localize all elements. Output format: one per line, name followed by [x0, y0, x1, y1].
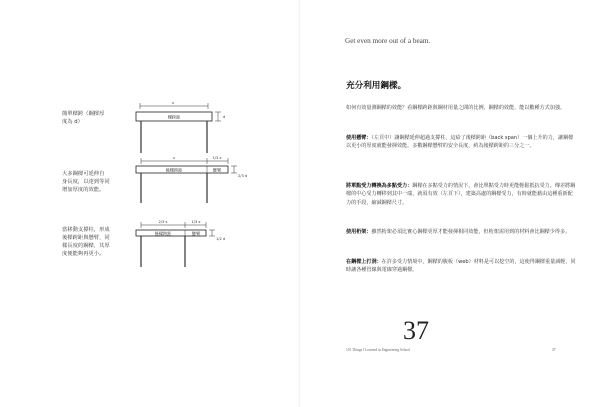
right-page	[300, 0, 600, 407]
caption-line: 樣長度的鋼樑，其厚	[62, 243, 110, 249]
lesson-number: 37	[403, 316, 429, 345]
paragraph-cantilever	[346, 134, 576, 151]
depth-dimension-label: d	[223, 115, 226, 119]
paragraph-truss	[346, 228, 576, 236]
paragraph-heading: 將單點受力轉換為多點受力：	[346, 183, 413, 189]
figure-2-caption	[62, 170, 110, 194]
paragraph-text: 在許多受力情境中，鋼樑的腹板（web）材料是可以挖空的，這使得鋼樑重量減輕，同時讓各種管線與電線穿過鋼樑。	[346, 259, 576, 274]
paragraph-heading: 使用懸臂：	[346, 135, 372, 141]
paragraph-intro	[346, 104, 576, 112]
beam-label-cantilever: 懸臂	[212, 167, 222, 173]
figure-3-caption	[62, 226, 110, 258]
page-title: 充分利用鋼樑。	[346, 81, 407, 91]
beam-label-back-span: 後樑跨距	[154, 230, 172, 236]
span-dimension-label: x	[172, 156, 176, 160]
page-tagline: Get even more out of a beam.	[345, 37, 431, 45]
caption-line: 簡單樑跨（鋼樑厚	[62, 111, 105, 117]
paragraph-text: 鋼樑在多點受力的情況下，會比單點受力時更能輕鬆抵抗受力。傳差將鋼樑的中心受力轉移到其中一端，就須有效（左頁下），建築高處的鋼樑受力，有時就能藉由這種重新配力的手段，縮減鋼樑尺寸。	[346, 183, 576, 206]
beam-label-cantilever: 懸臂	[191, 230, 201, 236]
caption-line: 當移動支撐柱，形成	[62, 227, 110, 233]
beam-label: 樑跨距	[167, 114, 181, 120]
caption-line: 身長度，以達到等同	[62, 179, 110, 185]
paragraph-text: （左頁中）讓鋼樑延伸超過支撐柱，這給了後樑跨距（back span）一個上升的力，讓鋼樑以更小的厚度就能發揮效能。多數鋼樑懸臂的安全長度，約為後樑跨距的三分之一。	[346, 135, 574, 150]
caption-line: 增加厚度的效能。	[62, 187, 105, 193]
paragraph-heading: 使用桁架：	[346, 229, 372, 235]
cantilever-dimension-label: 1/3 x	[212, 156, 222, 160]
paragraph-text: 雖然桁架必須比實心鋼樑更厚才能發揮相同效能，但桁架需用到的材料會比鋼樑少得多。	[371, 229, 571, 235]
figure-1-diagram	[136, 103, 221, 153]
caption-line: 度便能夠再更小。	[62, 251, 105, 257]
figure-2-diagram	[136, 158, 237, 203]
page-number: 37	[552, 348, 556, 352]
caption-line: 大多鋼樑可延伸自	[62, 171, 105, 177]
span-dimension-label: x	[171, 101, 175, 105]
depth-dimension-label: 1/2 d	[216, 237, 226, 241]
paragraph-heading: 在鋼樑上打洞：	[346, 259, 382, 265]
caption-line: 後樑跨距與懸臂，同	[62, 235, 110, 241]
span-dimension-label: 2/3 x	[158, 220, 168, 224]
beam-label-back-span: 後樑跨距	[165, 167, 183, 173]
caption-line: 度為 d）	[62, 119, 83, 125]
figure-3-diagram	[136, 222, 215, 267]
cantilever-dimension-label: 1/3 x	[191, 220, 201, 224]
paragraph-web-holes	[346, 258, 576, 275]
running-footer-title: 101 Things I Learned in Engineering School	[346, 348, 411, 352]
paragraph-distributed-load	[346, 182, 576, 207]
paragraph-text: 如何有效量測鋼樑的效能？看鋼樑跨距與鋼材用量之間的比例，鋼樑的效能，能以數種方式加強。	[346, 105, 566, 111]
depth-dimension-label: 2/3 d	[238, 174, 248, 178]
